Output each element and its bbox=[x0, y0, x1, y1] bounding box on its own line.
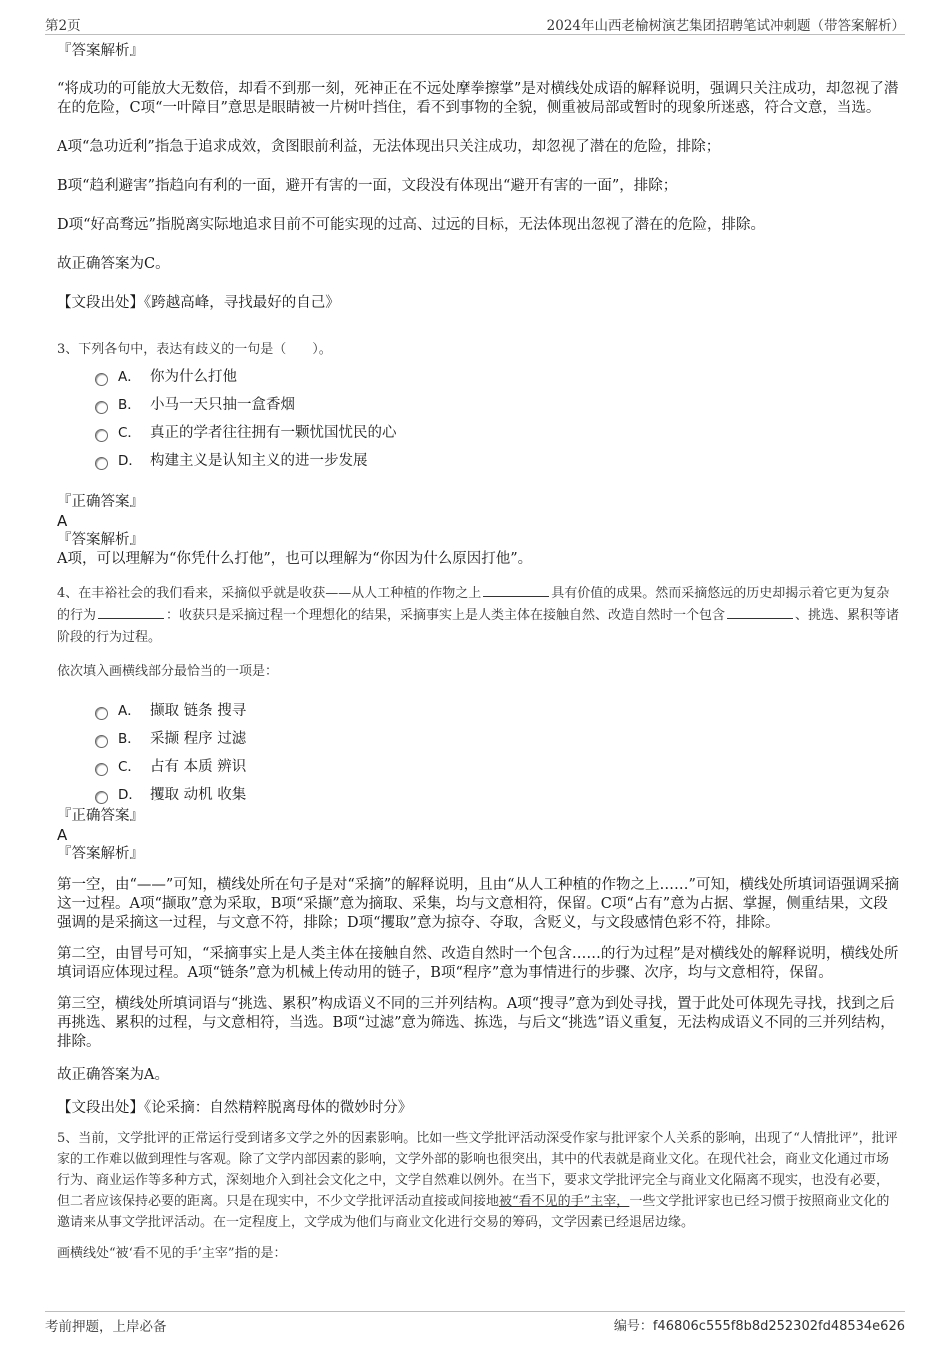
option-list bbox=[95, 695, 900, 807]
question-stem: 3、下列各句中，表达有歧义的一句是（ ）。 bbox=[57, 342, 332, 357]
question-prompt: 画横线处“被‘看不见的手’主宰”指的是： bbox=[57, 1246, 287, 1261]
radio-icon[interactable] bbox=[95, 763, 108, 776]
radio-icon[interactable] bbox=[95, 707, 108, 720]
question-stem: 4、在丰裕社会的我们看来，采摘似乎就是收获——从人工种植的作物之上 具有价值的成果。然而采摘悠远的历史却揭示着它更为复杂的行为 ：收获只是采摘过程一个理想化的结果，采摘事实上是人类主体在接触自然、改造自然时一个包含 、挑选、累积等诸阶段的行为过程。 bbox=[57, 586, 900, 645]
radio-icon[interactable] bbox=[95, 373, 108, 386]
correct-answer-label: 『正确答案』 bbox=[57, 494, 144, 510]
document-title: 2024年山西老榆树演艺集团招聘笔试冲刺题（带答案解析） bbox=[546, 18, 905, 34]
option-a[interactable]: A． 你为什么打他 bbox=[95, 361, 900, 389]
fill-blank bbox=[483, 584, 549, 597]
correct-answer-label: 『正确答案』 bbox=[57, 808, 144, 824]
page-content bbox=[57, 42, 900, 1265]
option-d[interactable]: D． 攫取 动机 收集 bbox=[95, 779, 900, 807]
conclusion: 故正确答案为C。 bbox=[57, 256, 170, 272]
question-stem: 5、当前，文学批评的正常运行受到诸多文学之外的因素影响。比如一些文学批评活动深受作家与批评家个人关系的影响，出现了“人情批评”，批评家的工作难以做到理性与客观。除了文学内部因素的影响，文学外部的影响也很突出，其中的代表就是商业文化。在现代社会，商业文化通过市场行为、商业运作等多种方式，深刻地介入到社会文化之中，文学自然难以例外。在当下，要求文学批评完全与商业文化隔离不现实，也没有必要，但二者应该保持必要的距离。只是在现实中，不少文学批评活动直接或间接地被“看不见的手”主宰，一些文学批评家也已经习惯于按照商业文化的邀请来从事文学批评活动。在一定程度上，文学成为他们与商业文化进行交易的筹码，文学因素已经退居边缘。 bbox=[57, 1131, 898, 1230]
analysis-paragraph: 第一空，由“——”可知，横线处所在句子是对“采摘”的解释说明，且由“从人工种植的作物之上……”可知，横线处所填词语强调采摘这一过程。A项“撷取”意为采取，B项“采撷”意为摘取、采集，均与文意相符，保留。C项“占有”意为占据、掌握，侧重结果，文段强调的是采摘这一过程，与文意不符，排除；D项“攫取”意为掠夺、夺取，含贬义，与文段感情色彩不符，排除。 bbox=[57, 877, 899, 931]
correct-answer: A bbox=[57, 512, 68, 530]
analysis-paragraph: A项“急功近利”指急于追求成效，贪图眼前利益，无法体现出只关注成功，却忽视了潜在的危险，排除； bbox=[57, 139, 721, 155]
analysis-label: 『答案解析』 bbox=[57, 846, 144, 862]
analysis-paragraph: 第三空，横线处所填词语与“挑选、累积”构成语义不同的三并列结构。A项“搜寻”意为到处寻找，置于此处可体现先寻找，找到之后再挑选、累积的过程，与文意相符，当选。B项“过滤”意为筛选、拣选，与后文“挑选”语义重复，无法构成语义不同的三并列结构，排除。 bbox=[57, 996, 895, 1050]
option-d[interactable]: D． 构建主义是认知主义的进一步发展 bbox=[95, 445, 900, 473]
analysis-paragraph: “将成功的可能放大无数倍，却看不到那一刻，死神正在不远处摩拳擦掌”是对横线处成语的解释说明，强调只关注成功，却忽视了潜在的危险，C项“一叶障目”意思是眼睛被一片树叶挡住，看不到事物的全貌，侧重被局部或暂时的现象所迷惑，符合文意，当选。 bbox=[57, 81, 899, 116]
page-number: 第2页 bbox=[45, 18, 81, 34]
analysis-paragraph: 第二空，由冒号可知，“采摘事实上是人类主体在接触自然、改造自然时一个包含……的行为过程”是对横线处的解释说明，横线处所填词语应体现过程。A项“链条”意为机械上传动用的链子，B项“程序”意为事情进行的步骤、次序，均与文意相符，保留。 bbox=[57, 946, 899, 981]
analysis-paragraph: B项“趋利避害”指趋向有利的一面，避开有害的一面，文段没有体现出“避开有害的一面”，排除； bbox=[57, 178, 678, 194]
page-footer bbox=[45, 1311, 905, 1334]
option-c[interactable]: C． 占有 本质 辨识 bbox=[95, 751, 900, 779]
option-list bbox=[95, 361, 900, 473]
page-header bbox=[45, 12, 905, 35]
correct-answer: A bbox=[57, 826, 68, 844]
question-prompt: 依次填入画横线部分最恰当的一项是： bbox=[57, 664, 279, 679]
radio-icon[interactable] bbox=[95, 401, 108, 414]
option-b[interactable]: B． 小马一天只抽一盒香烟 bbox=[95, 389, 900, 417]
analysis-label: 『答案解析』 bbox=[57, 43, 144, 59]
fill-blank bbox=[727, 606, 793, 619]
radio-icon[interactable] bbox=[95, 791, 108, 804]
source-citation: 【文段出处】《论采摘：自然精粹脱离母体的微妙时分》 bbox=[57, 1100, 413, 1116]
underlined-phrase: 被“看不见的手”主宰， bbox=[499, 1194, 630, 1209]
fill-blank bbox=[98, 606, 164, 619]
radio-icon[interactable] bbox=[95, 735, 108, 748]
radio-icon[interactable] bbox=[95, 429, 108, 442]
option-c[interactable]: C． 真正的学者往往拥有一颗忧国忧民的心 bbox=[95, 417, 900, 445]
analysis-paragraph: D项“好高骛远”指脱离实际地追求目前不可能实现的过高、过远的目标，无法体现出忽视了潜在的危险，排除。 bbox=[57, 217, 765, 233]
document-code: 编号：f46806c555f8b8d252302fd48534e626 bbox=[613, 1319, 905, 1334]
conclusion: 故正确答案为A。 bbox=[57, 1067, 169, 1083]
option-a[interactable]: A． 撷取 链条 搜寻 bbox=[95, 695, 900, 723]
radio-icon[interactable] bbox=[95, 457, 108, 470]
option-b[interactable]: B． 采撷 程序 过滤 bbox=[95, 723, 900, 751]
analysis-paragraph: A项，可以理解为“你凭什么打他”，也可以理解为“你因为什么原因打他”。 bbox=[57, 551, 533, 567]
footer-slogan: 考前押题，上岸必备 bbox=[45, 1319, 167, 1335]
source-citation: 【文段出处】《跨越高峰，寻找最好的自己》 bbox=[57, 295, 340, 311]
analysis-label: 『答案解析』 bbox=[57, 532, 144, 548]
